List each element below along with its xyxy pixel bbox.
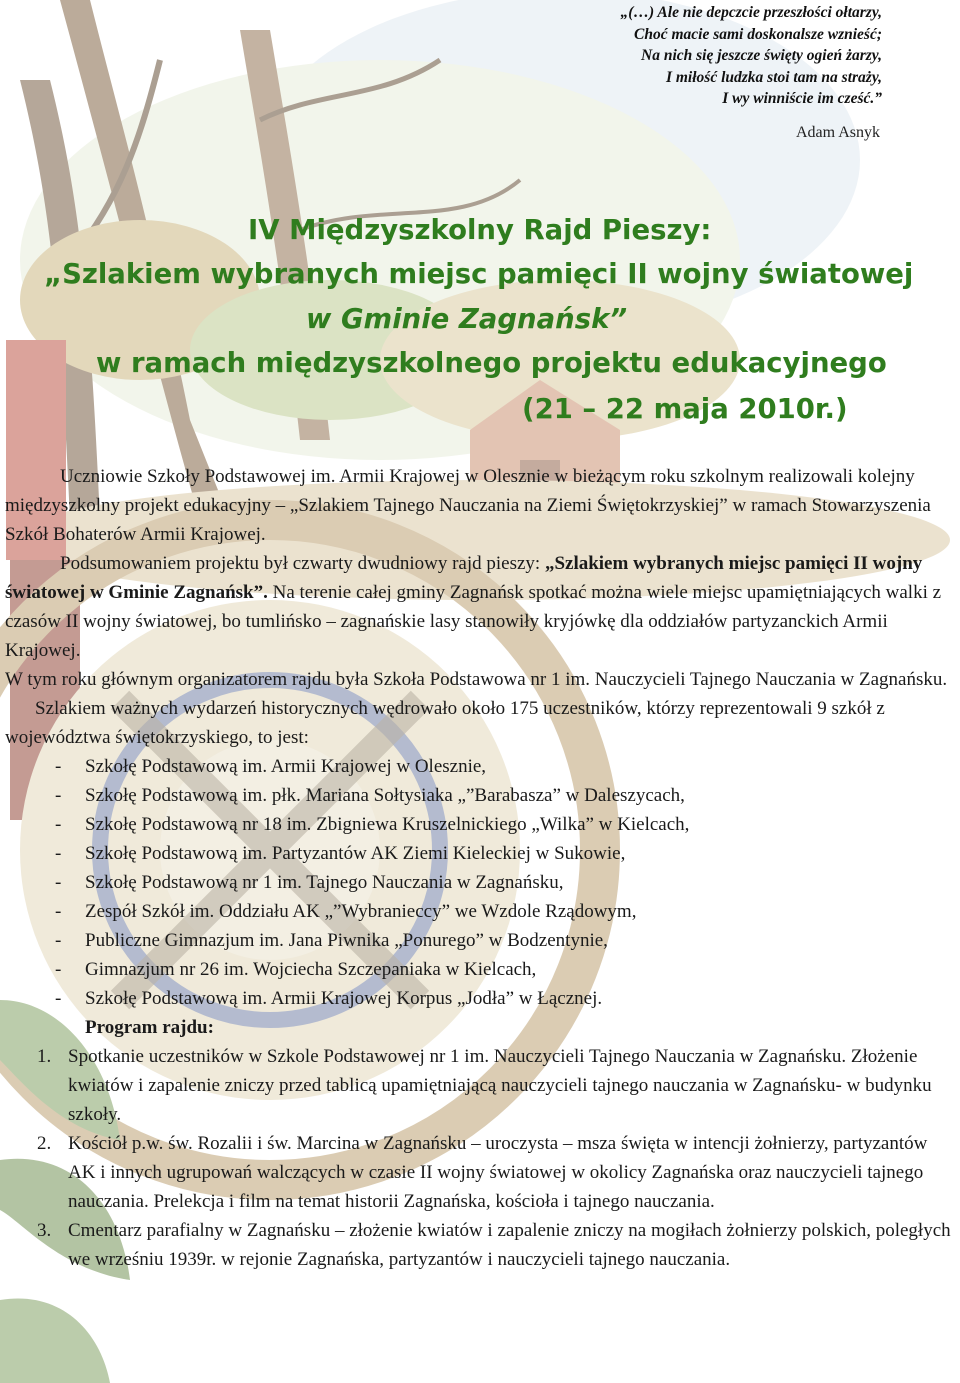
list-item: - Gimnazjum nr 26 im. Wojciecha Szczepaniaka w Kielcach, — [55, 955, 955, 984]
item-number: 3. — [37, 1220, 52, 1241]
paragraph-organizer: W tym roku głównym organizatorem rajdu była Szkoła Podstawowa nr 1 im. Nauczycieli Tajnego Nauczania w Zagnańsku. — [5, 669, 948, 690]
list-item: - Szkołę Podstawową im. Armii Krajowej Korpus „Jodła” w Łącznej. — [55, 984, 955, 1013]
article-body — [5, 462, 955, 1274]
program-item — [5, 1129, 955, 1216]
epigraph-poem — [621, 2, 882, 110]
title-line: w ramach międzyszkolnego projektu edukacyjnego — [96, 347, 887, 379]
title-line: „Szlakiem wybranych miejsc pamięci II wojny światowej — [44, 258, 914, 290]
paragraph-text: Na terenie całej gminy Zagnańsk spotkać można wiele miejsc upamiętniających walki z czasów II wojny światowej, bo tumlińsko – zagnańskie lasy stanowiły kryjówkę dla oddziałów partyzanckich Armii Krajowej. — [5, 582, 942, 661]
list-item: - Szkołę Podstawową nr 18 im. Zbigniewa Kruszelnickiego „Wilka” w Kielcach, — [55, 810, 955, 839]
schools-list — [5, 752, 955, 1013]
item-text: Spotkanie uczestników w Szkole Podstawowej nr 1 im. Nauczycieli Tajnego Nauczania w Zagnańsku. Złożenie kwiatów i zapalenie zniczy przed tablicą upamiętniającą nauczycieli tajnego nauczania w Zagnańsku- w budynku szkoły. — [68, 1046, 932, 1125]
paragraph-participants: Szlakiem ważnych wydarzeń historycznych wędrowało około 175 uczestników, którzy reprezentowali 9 szkół z województwa świętokrzyskiego, to jest: — [5, 698, 885, 748]
list-item: - Szkołę Podstawową nr 1 im. Tajnego Nauczania w Zagnańsku, — [55, 868, 955, 897]
program-item — [5, 1042, 955, 1129]
rally-name: „Szlakiem wybranych miejsc pamięci II wojny światowej w Gminie Zagnańsk”. — [5, 553, 923, 603]
list-item: - Szkołę Podstawową im. Partyzantów AK Ziemi Kieleckiej w Sukowie, — [55, 839, 955, 868]
list-item: - Zespół Szkół im. Oddziału AK „”Wybranieccy” we Wzdole Rządowym, — [55, 897, 955, 926]
program-list — [5, 1042, 955, 1274]
poem-line: I miłość ludzka stoi tam na straży, — [665, 68, 882, 86]
paragraph-intro: Uczniowie Szkoły Podstawowej im. Armii Krajowej w Olesznie w bieżącym roku szkolnym realizowali kolejny międzyszkolny projekt edukacyjny – „Szlakiem Tajnego Nauczania na Ziemi Świętokrzyskiej” w ramach Stowarzyszenia Szkół Bohaterów Armii Krajowej. — [5, 466, 931, 545]
title-line: w Gminie Zagnańsk” — [306, 303, 628, 335]
poem-line: „(…) Ale nie depczcie przeszłości ołtarzy, — [620, 4, 882, 21]
poem-author: Adam Asnyk — [796, 124, 880, 141]
list-item: - Szkołę Podstawową im. płk. Mariana Sołtysiaka „”Barabasza” w Daleszycach, — [55, 781, 955, 810]
item-number: 1. — [37, 1046, 52, 1067]
program-title: Program rajdu: — [85, 1017, 214, 1038]
poem-line: I wy winniście im cześć.” — [722, 90, 882, 107]
title-line: IV Międzyszkolny Rajd Pieszy: — [248, 214, 712, 246]
poem-line: Na nich się jeszcze święty ogień żarzy, — [641, 47, 882, 64]
item-number: 2. — [37, 1133, 52, 1154]
list-item: - Szkołę Podstawową im. Armii Krajowej w Olesznie, — [55, 752, 955, 781]
program-item — [5, 1216, 955, 1274]
list-item: - Publiczne Gimnazjum im. Jana Piwnika „Ponurego” w Bodzentynie, — [55, 926, 955, 955]
item-text: Kościół p.w. św. Rozalii i św. Marcina w Zagnańsku – uroczysta – msza święta w intencji żołnierzy, partyzantów AK i innych ugrupowań walczących w czasie II wojny światowej w okolicy Zagnańska oraz nauczycieli tajnego nauczania. Prelekcja i film na temat historii Zagnańska, kościoła i tajnego nauczania. — [68, 1133, 928, 1212]
paragraph-summary — [5, 549, 955, 665]
title-date: (21 – 22 maja 2010r.) — [522, 393, 848, 425]
paragraph-text: Podsumowaniem projektu był czwarty dwudniowy rajd pieszy: — [60, 553, 545, 574]
poem-line: Choć macie sami doskonalsze wznieść; — [633, 25, 882, 43]
item-text: Cmentarz parafialny w Zagnańsku – złożenie kwiatów i zapalenie zniczy na mogiłach żołnierzy polskich, poległych we wrześniu 1939r. w rejonie Zagnańska, partyzantów i nauczycieli tajnego nauczania. — [68, 1220, 951, 1270]
